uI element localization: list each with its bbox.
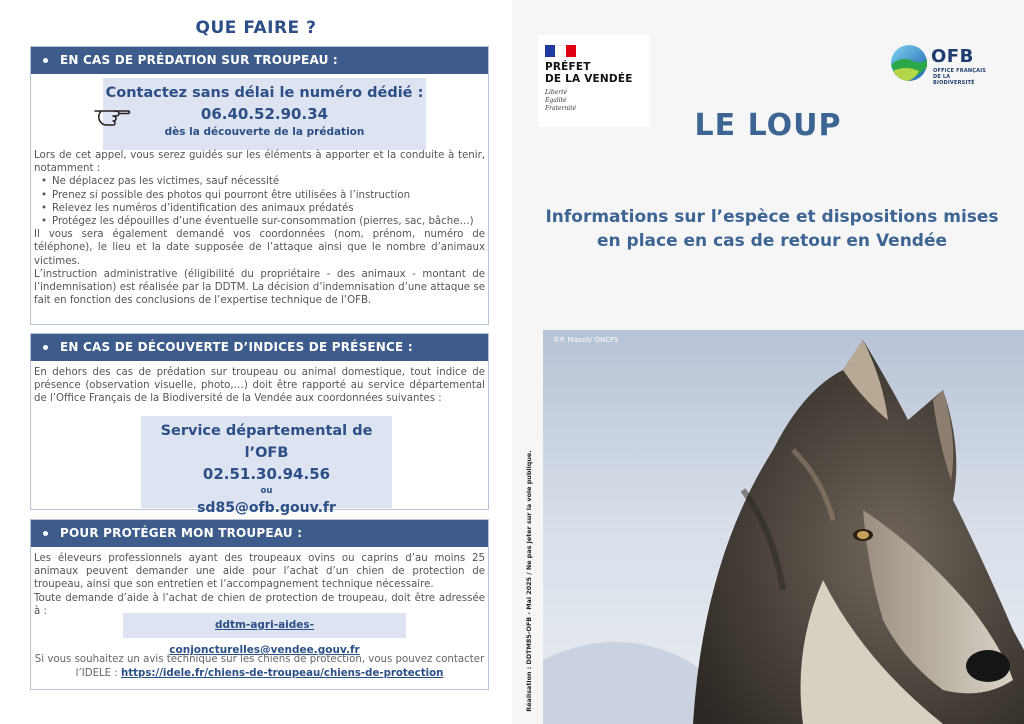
protect-header: POUR PROTÉGER MON TROUPEAU :: [31, 520, 488, 547]
predation-text: Lors de cet appel, vous serez guidés sur les éléments à apporter et la conduite à tenir, notamment : • Ne déplacez pas les victimes, sauf nécessité • Prenez si possible des photos qui pourront être utilisées à l’instruction • Relevez les numéros d’identification des animaux prédatés • Protégez les dépouilles d’une éventuelle sur-consommation (pierres, sac, bâche…) Il vous sera également demandé vos coordonnées (nom, prénom, numéro de téléphone), le lieu et la date supposée de l’attaque ainsi que le nombre d’animaux victimes. L’instruction administrative (éligibilité du propriétaire - des animaux - montant de l’indemnisation) est réalisée par la DDTM. La décision d’indemnisation d’une attaque se fait en fonction des conclusions de l’expertise technique de l’OFB.: [31, 149, 488, 307]
protect-section: [30, 519, 489, 690]
production-credit: Réalisation : DDTM85-OFB - Mai 2025 / Ne pas jeter sur la voie publique.: [525, 450, 533, 712]
pointing-hand-icon: [93, 102, 131, 128]
prefet-title-line2: DE LA VENDÉE: [545, 73, 633, 85]
or-label: ou: [260, 486, 273, 496]
ofb-phone[interactable]: 02.51.30.94.56: [202, 465, 331, 483]
predation-contact-note: dès la découverte de la prédation: [164, 126, 365, 138]
bullet-icon: [43, 58, 48, 63]
predation-contact-box: [103, 78, 426, 150]
ofb-logo: [889, 43, 991, 85]
wolf-photo: [543, 330, 1024, 724]
republic-motto: Liberté Égalité Fraternité: [545, 89, 577, 112]
predation-header: EN CAS DE PRÉDATION SUR TROUPEAU :: [31, 47, 488, 74]
list-item: • Protégez les dépouilles d’une éventuelle sur-consommation (pierres, sac, bâche…): [40, 215, 485, 228]
wolf-image: [543, 330, 1024, 724]
presence-section: [30, 333, 489, 516]
bullet-icon: [43, 531, 48, 536]
ofb-subtitle: OFFICE FRANÇAIS DE LA BIODIVERSITÉ: [933, 68, 987, 86]
main-title: LE LOUP: [694, 108, 842, 143]
predation-section: [30, 46, 489, 325]
protect-text: Les éleveurs professionnels ayant des troupeaux ovins ou caprins d’au moins 25 animaux peuvent demander une aide pour l’achat d’un chien de protection de troupeau, ainsi que son entretien et l’accompagnement technique nécessaire. Toute demande d’aide à l’achat de chien de protection de troupeau, doit être adressée à :: [34, 553, 485, 617]
predation-phone[interactable]: 06.40.52.90.34: [200, 105, 329, 123]
ofb-service-name: Service départemental de l’OFB: [160, 423, 373, 461]
page-heading: QUE FAIRE ?: [195, 18, 317, 38]
predation-contact-label: Contactez sans délai le numéro dédié :: [105, 85, 424, 101]
ofb-contact-box: [141, 416, 392, 516]
ddtm-email-link[interactable]: ddtm-agri-aides-conjoncturelles@vendee.gouv.fr: [123, 613, 406, 638]
marianne-flag-icon: [545, 45, 576, 57]
photo-credit: ©P. Massit/ ONCFS: [553, 336, 619, 344]
presence-header: EN CAS DE DÉCOUVERTE D’INDICES DE PRÉSENCE :: [31, 334, 488, 361]
ofb-wordmark: OFB: [931, 46, 974, 67]
list-item: • Prenez si possible des photos qui pourront être utilisées à l’instruction: [40, 189, 485, 202]
bullet-icon: [43, 345, 48, 350]
list-item: • Relevez les numéros d’identification des animaux prédatés: [40, 202, 485, 215]
presence-text: En dehors des cas de prédation sur troupeau ou animal domestique, tout indice de présence (observation visuelle, photo,…) doit être rapporté au service départemental de l’Office Français de la Biodiversité de la Vendée aux coordonnées suivantes :: [34, 367, 485, 405]
idele-link[interactable]: https://idele.fr/chiens-de-troupeau/chiens-de-protection: [121, 668, 444, 679]
ofb-email[interactable]: sd85@ofb.gouv.fr: [197, 500, 336, 516]
predation-list: [34, 175, 485, 228]
list-item: • Ne déplacez pas les victimes, sauf nécessité: [40, 175, 485, 188]
idele-advice: Si vous souhaitez un avis technique sur les chiens de protection, vous pouvez contacter l’IDELE : https://idele.fr/chiens-de-troupeau/chiens-de-protection: [34, 654, 485, 679]
right-panel: [512, 0, 1024, 724]
ofb-globe-icon: [889, 43, 929, 83]
main-subtitle: Informations sur l’espèce et dispositions mises en place en cas de retour en Vendée: [545, 207, 999, 251]
prefet-title-line1: PRÉFET: [545, 61, 591, 73]
